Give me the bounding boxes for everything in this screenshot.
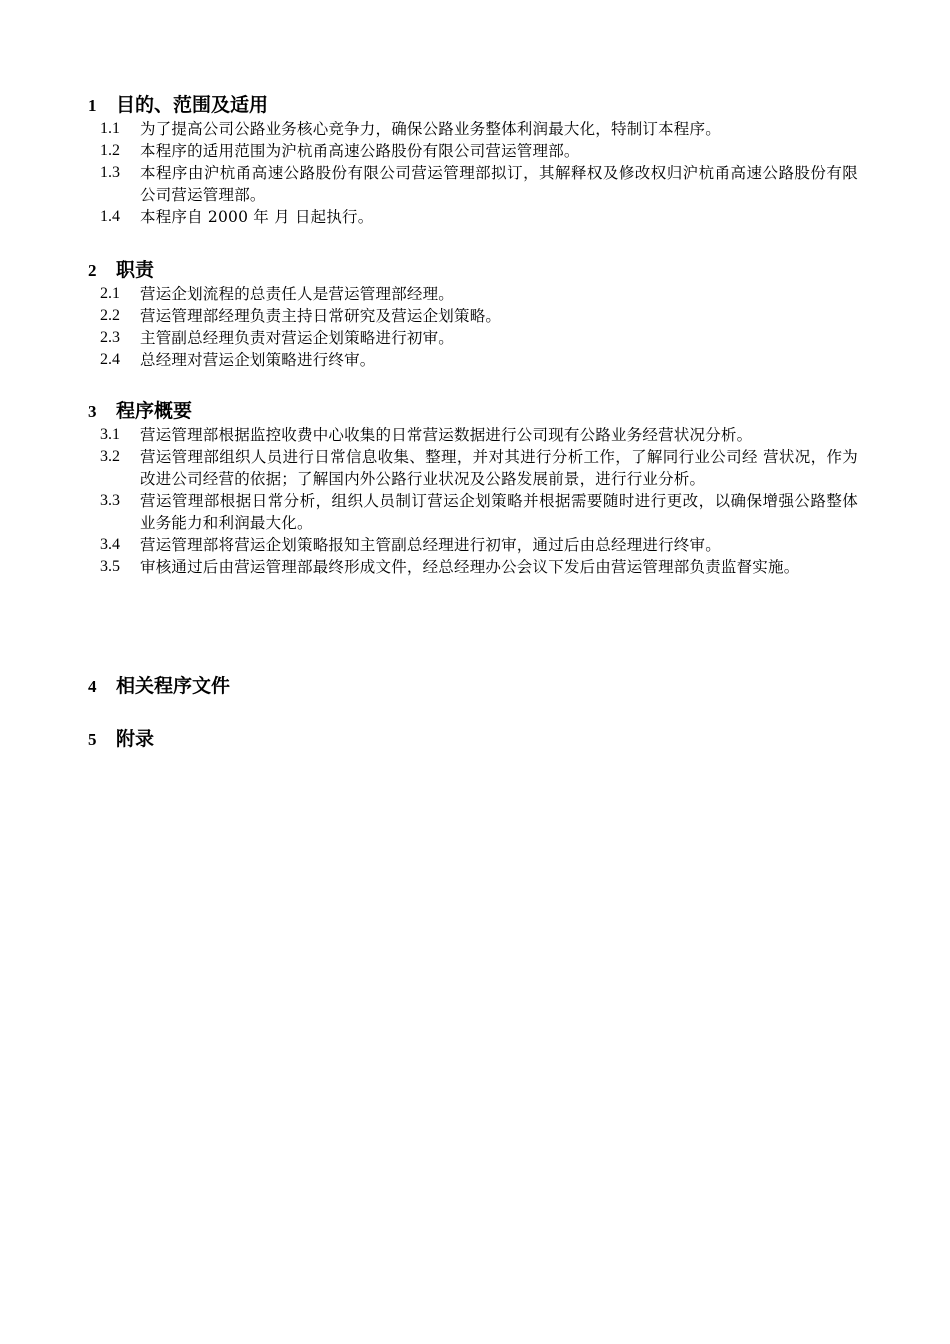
section-title: 程序概要 (116, 400, 193, 422)
section-items (88, 283, 858, 371)
section-heading (88, 398, 858, 424)
item-number: 3.5 (100, 558, 120, 575)
list-item (88, 556, 858, 578)
item-text: 主管副总经理负责对营运企划策略进行初审。 (140, 329, 455, 347)
section-appendix (88, 726, 858, 752)
item-text: 营运管理部组织人员进行日常信息收集、整理，并对其进行分析工作，了解同行业公司经 营状况，作为改进公司经营的依据；了解国内外公路行业状况及公路发展前景，进行行业分析。 (140, 448, 858, 488)
item-number: 2.4 (100, 351, 120, 368)
section-procedure-overview (88, 398, 858, 578)
section-related-documents (88, 673, 858, 699)
item-text: 本程序的适用范围为沪杭甬高速公路股份有限公司营运管理部。 (140, 142, 580, 160)
section-number: 3 (88, 402, 97, 421)
section-title: 附录 (116, 728, 155, 750)
section-heading (88, 673, 858, 699)
section-items (88, 118, 858, 228)
list-item (88, 349, 858, 371)
item-number: 3.1 (100, 426, 120, 443)
list-item (88, 534, 858, 556)
item-number: 2.1 (100, 285, 120, 302)
item-text: 营运管理部将营运企划策略报知主管副总经理进行初审，通过后由总经理进行终审。 (140, 536, 721, 554)
section-heading (88, 726, 858, 752)
item-text: 总经理对营运企划策略进行终审。 (140, 351, 376, 369)
section-title: 职责 (116, 259, 155, 281)
item-number: 1.3 (100, 164, 120, 181)
item-text: 营运企划流程的总责任人是营运管理部经理。 (140, 285, 455, 303)
item-text: 营运管理部根据监控收费中心收集的日常营运数据进行公司现有公路业务经营状况分析。 (140, 426, 753, 444)
section-heading (88, 257, 858, 283)
item-number: 1.2 (100, 142, 120, 159)
section-number: 4 (88, 677, 97, 696)
item-number: 3.2 (100, 448, 120, 465)
list-item (88, 118, 858, 140)
list-item (88, 446, 858, 490)
list-item (88, 140, 858, 162)
item-number: 1.1 (100, 120, 120, 137)
section-title: 目的、范围及适用 (116, 94, 269, 116)
list-item (88, 424, 858, 446)
section-items (88, 424, 858, 578)
section-purpose (88, 92, 858, 228)
list-item (88, 490, 858, 534)
item-number: 3.3 (100, 492, 120, 509)
section-number: 2 (88, 261, 97, 280)
item-text: 为了提高公司公路业务核心竞争力，确保公路业务整体利润最大化，特制订本程序。 (140, 120, 721, 138)
item-number: 2.2 (100, 307, 120, 324)
item-text: 本程序由沪杭甬高速公路股份有限公司营运管理部拟订，其解释权及修改权归沪杭甬高速公路股份有限公司营运管理部。 (140, 164, 858, 204)
section-number: 5 (88, 730, 97, 749)
item-text: 营运管理部根据日常分析，组织人员制订营运企划策略并根据需要随时进行更改，以确保增强公路整体业务能力和利润最大化。 (140, 492, 858, 532)
section-number: 1 (88, 96, 97, 115)
item-text: 营运管理部经理负责主持日常研究及营运企划策略。 (140, 307, 502, 325)
item-text: 审核通过后由营运管理部最终形成文件，经总经理办公会议下发后由营运管理部负责监督实施。 (140, 558, 800, 576)
section-title: 相关程序文件 (116, 675, 231, 697)
item-number: 1.4 (100, 208, 120, 225)
section-responsibilities (88, 257, 858, 371)
item-text: 本程序自 2000 年 月 日起执行。 (140, 208, 374, 226)
section-heading (88, 92, 858, 118)
list-item (88, 283, 858, 305)
item-number: 2.3 (100, 329, 120, 346)
list-item (88, 305, 858, 327)
item-number: 3.4 (100, 536, 120, 553)
list-item (88, 206, 858, 228)
list-item (88, 327, 858, 349)
list-item (88, 162, 858, 206)
